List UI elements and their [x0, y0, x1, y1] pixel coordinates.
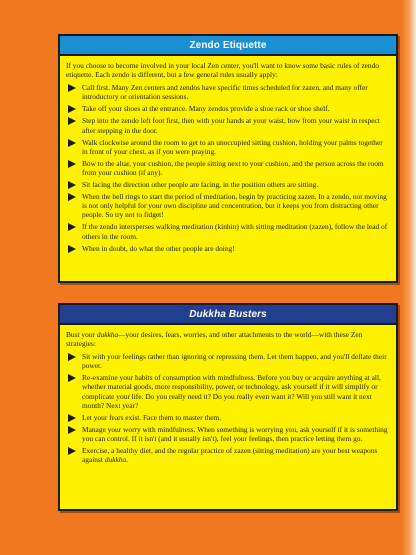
list-item: Call first. Many Zen centers and zendos have specific times scheduled for zazen, and many offer introductory or orientation sessions.	[66, 83, 390, 101]
list-item: When in doubt, do what the other people are doing!	[66, 244, 390, 253]
arrow-bullet-icon	[68, 105, 76, 113]
arrow-bullet-icon	[68, 139, 76, 147]
list-item: Walk clockwise around the room to get to an unoccupied sitting cushion, holding your palms together in front of your chest, as if you were praying.	[66, 138, 390, 156]
dukkha-busters-list	[66, 352, 390, 464]
list-item: Bow to the altar, your cushion, the people sitting next to your cushion, and the person across the room from your cushion (if any).	[66, 159, 390, 177]
list-item: Sit with your feelings rather than ignoring or repressing them. Let them happen, and you'll deflate their power.	[66, 352, 390, 370]
arrow-bullet-icon	[68, 426, 76, 434]
list-item: Step into the zendo left foot first, then with your hands at your waist, bow from your waist in respect after stepping in the door.	[66, 116, 390, 134]
list-item: Re-examine your habits of consumption with mindfulness. Before you buy or acquire anything at all, whether material goods, more responsibility, power, or technology, ask yourself if it will simplify or complicate your life. Do you really need it? Do you really even want it? Will you still want it next month? Next year?	[66, 373, 390, 409]
arrow-bullet-icon	[68, 181, 76, 189]
list-item: When the bell rings to start the period of meditation, begin by practicing zazen. In a zendo, not moving is not only helpful for your own discipline and concentration, but it keeps you from distracting other people. So try not to fidget!	[66, 192, 390, 219]
list-item: If the zendo intersperses walking meditation (kinhin) with sitting meditation (zazen), follow the lead of others in the room.	[66, 222, 390, 240]
arrow-bullet-icon	[68, 117, 76, 125]
list-item: Let your fears exist. Face them to master them.	[66, 413, 390, 422]
list-item: Manage your worry with mindfulness. When something is worrying you, ask yourself if it is something you can control. If it isn't (and it usually isn't), feel your feelings, then practice letting them go.	[66, 425, 390, 443]
arrow-bullet-icon	[68, 160, 76, 168]
list-item: Take off your shoes at the entrance. Many zendos provide a shoe rack or shoe shelf.	[66, 104, 390, 113]
arrow-bullet-icon	[68, 245, 76, 253]
arrow-bullet-icon	[68, 374, 76, 382]
dukkha-busters-intro: Bust your dukkha—your desires, fears, worries, and other attachments to the world—with these Zen strategies:	[66, 330, 363, 349]
dukkha-busters-box	[58, 303, 398, 511]
dukkha-busters-body	[60, 325, 396, 464]
arrow-bullet-icon	[68, 223, 76, 231]
page-edge	[403, 0, 416, 555]
zendo-etiquette-body	[60, 56, 396, 253]
list-item: Sit facing the direction other people are facing, in the position others are sitting.	[66, 180, 390, 189]
arrow-bullet-icon	[68, 353, 76, 361]
arrow-bullet-icon	[68, 84, 76, 92]
zendo-etiquette-title: Zendo Etiquette	[60, 36, 396, 56]
list-item: Exercise, a healthy diet, and the regular practice of zazen (sitting meditation) are your best weapons against dukkha.	[66, 446, 390, 464]
arrow-bullet-icon	[68, 414, 76, 422]
zendo-etiquette-list	[66, 83, 390, 253]
arrow-bullet-icon	[68, 193, 76, 201]
dukkha-busters-title: Dukkha Busters	[60, 305, 396, 325]
zendo-etiquette-box	[58, 34, 398, 283]
zendo-etiquette-intro: If you choose to become involved in your local Zen center, you'll want to know some basic rules of zendo etiquette. Each zendo is different, but a few general rules usually apply:	[66, 61, 379, 80]
arrow-bullet-icon	[68, 447, 76, 455]
